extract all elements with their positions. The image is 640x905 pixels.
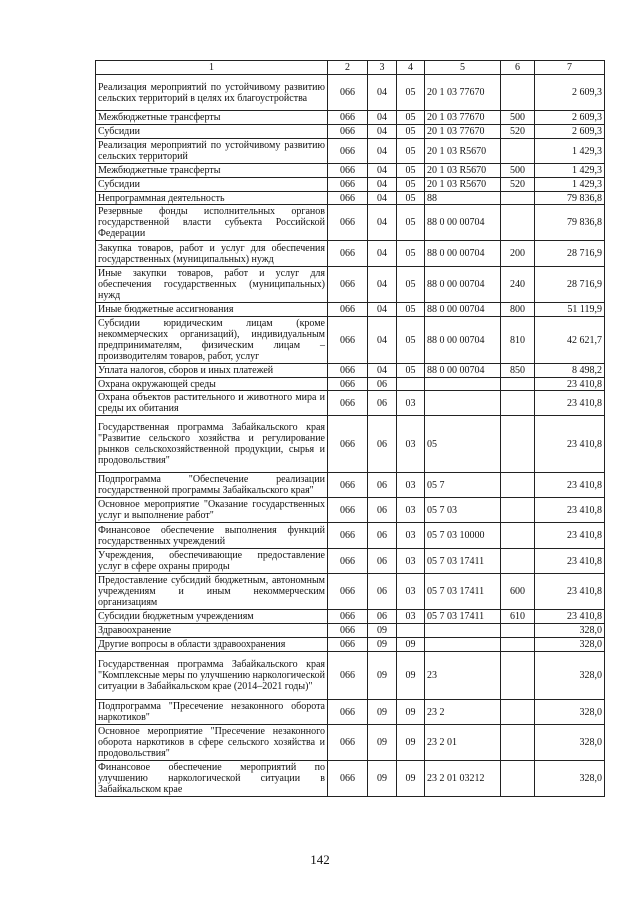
ved-cell: 066 [328,111,368,125]
rz-cell: 04 [368,303,397,317]
sum-cell: 328,0 [535,652,605,700]
ved-cell: 066 [328,700,368,725]
ved-cell: 066 [328,241,368,267]
sum-cell: 23 410,8 [535,549,605,574]
ved-cell: 066 [328,473,368,498]
pr-cell: 09 [397,638,425,652]
vr-cell [501,498,535,523]
header-cell: 4 [397,61,425,75]
sum-cell: 328,0 [535,725,605,761]
pr-cell: 05 [397,364,425,378]
rz-cell: 06 [368,391,397,416]
row-name-cell: Уплата налогов, сборов и иных платежей [96,364,328,378]
vr-cell: 810 [501,317,535,364]
table-row [96,303,605,317]
table-row [96,241,605,267]
table-row [96,700,605,725]
vr-cell [501,700,535,725]
sum-cell: 328,0 [535,761,605,797]
rz-cell: 09 [368,638,397,652]
csr-cell: 88 [425,192,501,205]
rz-cell: 06 [368,416,397,473]
ved-cell: 066 [328,125,368,139]
vr-cell [501,761,535,797]
page-number: 142 [310,852,330,867]
vr-cell [501,75,535,111]
csr-cell: 20 1 03 77670 [425,125,501,139]
sum-cell: 23 410,8 [535,498,605,523]
row-name-cell: Субсидии юридическим лицам (кроме некоммерческих организаций), индивидуальным предпринимателям, физическим лицам – производителям товаров, работ, услуг [96,317,328,364]
sum-cell: 79 836,8 [535,205,605,241]
sum-cell: 2 609,3 [535,125,605,139]
rz-cell: 06 [368,610,397,624]
csr-cell: 88 0 00 00704 [425,241,501,267]
table-row [96,205,605,241]
ved-cell: 066 [328,624,368,638]
row-name-cell: Государственная программа Забайкальского края "Комплексные меры по улучшению наркологической ситуации в Забайкальском крае (2014–2021 годы)" [96,652,328,700]
pr-cell: 09 [397,700,425,725]
table-row [96,416,605,473]
rz-cell: 06 [368,473,397,498]
ved-cell: 066 [328,192,368,205]
row-name-cell: Подпрограмма "Обеспечение реализации государственной программы Забайкальского края" [96,473,328,498]
row-name-cell: Субсидии [96,178,328,192]
csr-cell: 05 7 03 [425,498,501,523]
ved-cell: 066 [328,549,368,574]
csr-cell: 23 2 [425,700,501,725]
ved-cell: 066 [328,416,368,473]
pr-cell: 09 [397,725,425,761]
sum-cell: 328,0 [535,624,605,638]
ved-cell: 066 [328,725,368,761]
rz-cell: 04 [368,192,397,205]
row-name-cell: Иные бюджетные ассигнования [96,303,328,317]
row-name-cell: Государственная программа Забайкальского края "Развитие сельского хозяйства и регулирование рынков сельскохозяйственной продукции, сырья и продовольствия" [96,416,328,473]
csr-cell [425,378,501,391]
row-name-cell: Межбюджетные трансферты [96,111,328,125]
sum-cell: 2 609,3 [535,75,605,111]
sum-cell: 23 410,8 [535,610,605,624]
sum-cell: 23 410,8 [535,473,605,498]
pr-cell: 09 [397,652,425,700]
row-name-cell: Здравоохранение [96,624,328,638]
csr-cell: 05 7 [425,473,501,498]
ved-cell: 066 [328,523,368,549]
header-cell: 2 [328,61,368,75]
rz-cell: 04 [368,178,397,192]
vr-cell: 520 [501,125,535,139]
rz-cell: 09 [368,761,397,797]
row-name-cell: Реализация мероприятий по устойчивому развитию сельских территорий [96,139,328,164]
vr-cell: 500 [501,111,535,125]
row-name-cell: Охрана окружающей среды [96,378,328,391]
table-row [96,652,605,700]
ved-cell: 066 [328,638,368,652]
rz-cell: 06 [368,574,397,610]
ved-cell: 066 [328,498,368,523]
row-name-cell: Подпрограмма "Пресечение незаконного оборота наркотиков" [96,700,328,725]
csr-cell: 23 2 01 03212 [425,761,501,797]
row-name-cell: Учреждения, обеспечивающие предоставление услуг в сфере охраны природы [96,549,328,574]
sum-cell: 328,0 [535,700,605,725]
row-name-cell: Резервные фонды исполнительных органов государственной власти субъекта Российской Федерации [96,205,328,241]
sum-cell: 79 836,8 [535,192,605,205]
ved-cell: 066 [328,75,368,111]
csr-cell: 05 7 03 17411 [425,610,501,624]
table-row [96,192,605,205]
row-name-cell: Закупка товаров, работ и услуг для обеспечения государственных (муниципальных) нужд [96,241,328,267]
sum-cell: 1 429,3 [535,178,605,192]
rz-cell: 04 [368,111,397,125]
table-row [96,574,605,610]
table-row [96,624,605,638]
row-name-cell: Иные закупки товаров, работ и услуг для обеспечения государственных (муниципальных) нужд [96,267,328,303]
table-row [96,725,605,761]
pr-cell: 03 [397,391,425,416]
rz-cell: 09 [368,624,397,638]
pr-cell: 03 [397,523,425,549]
sum-cell: 8 498,2 [535,364,605,378]
rz-cell: 04 [368,317,397,364]
pr-cell: 05 [397,267,425,303]
csr-cell: 05 [425,416,501,473]
vr-cell: 800 [501,303,535,317]
vr-cell [501,378,535,391]
sum-cell: 328,0 [535,638,605,652]
sum-cell: 23 410,8 [535,574,605,610]
rz-cell: 09 [368,725,397,761]
pr-cell: 05 [397,303,425,317]
pr-cell: 05 [397,125,425,139]
sum-cell: 28 716,9 [535,241,605,267]
ved-cell: 066 [328,378,368,391]
table-row [96,317,605,364]
csr-cell: 20 1 03 R5670 [425,178,501,192]
ved-cell: 066 [328,391,368,416]
rz-cell: 04 [368,364,397,378]
csr-cell: 20 1 03 77670 [425,75,501,111]
pr-cell: 03 [397,498,425,523]
row-name-cell: Реализация мероприятий по устойчивому развитию сельских территорий в целях их благоустройства [96,75,328,111]
row-name-cell: Основное мероприятие "Оказание государственных услуг и выполнение работ" [96,498,328,523]
vr-cell [501,192,535,205]
sum-cell: 23 410,8 [535,378,605,391]
header-cell: 1 [96,61,328,75]
pr-cell: 05 [397,205,425,241]
table-row [96,139,605,164]
vr-cell [501,473,535,498]
ved-cell: 066 [328,610,368,624]
sum-cell: 28 716,9 [535,267,605,303]
sum-cell: 23 410,8 [535,391,605,416]
row-name-cell: Межбюджетные трансферты [96,164,328,178]
header-cell: 3 [368,61,397,75]
vr-cell [501,652,535,700]
table-row [96,267,605,303]
sum-cell: 2 609,3 [535,111,605,125]
vr-cell [501,205,535,241]
ved-cell: 066 [328,205,368,241]
ved-cell: 066 [328,164,368,178]
table-row [96,610,605,624]
pr-cell: 05 [397,317,425,364]
pr-cell: 09 [397,761,425,797]
table-row [96,473,605,498]
vr-cell: 520 [501,178,535,192]
vr-cell [501,416,535,473]
vr-cell [501,624,535,638]
vr-cell [501,725,535,761]
table-row [96,164,605,178]
csr-cell: 23 [425,652,501,700]
table-row [96,178,605,192]
rz-cell: 04 [368,267,397,303]
csr-cell: 05 7 03 10000 [425,523,501,549]
csr-cell [425,638,501,652]
pr-cell: 05 [397,241,425,267]
row-name-cell: Финансовое обеспечение мероприятий по улучшению наркологической ситуации в Забайкальском крае [96,761,328,797]
row-name-cell: Другие вопросы в области здравоохранения [96,638,328,652]
sum-cell: 1 429,3 [535,164,605,178]
budget-table [95,60,605,797]
row-name-cell: Охрана объектов растительного и животного мира и среды их обитания [96,391,328,416]
table-row [96,638,605,652]
csr-cell: 23 2 01 [425,725,501,761]
pr-cell: 05 [397,192,425,205]
sum-cell: 23 410,8 [535,523,605,549]
csr-cell: 88 0 00 00704 [425,317,501,364]
pr-cell: 03 [397,416,425,473]
pr-cell: 03 [397,549,425,574]
table-row [96,523,605,549]
sum-cell: 23 410,8 [535,416,605,473]
sum-cell: 42 621,7 [535,317,605,364]
table-row [96,498,605,523]
vr-cell: 240 [501,267,535,303]
pr-cell: 05 [397,111,425,125]
table-row [96,125,605,139]
rz-cell: 04 [368,241,397,267]
vr-cell: 600 [501,574,535,610]
csr-cell: 05 7 03 17411 [425,574,501,610]
pr-cell: 05 [397,75,425,111]
vr-cell [501,523,535,549]
rz-cell: 06 [368,498,397,523]
pr-cell [397,378,425,391]
csr-cell: 05 7 03 17411 [425,549,501,574]
csr-cell: 88 0 00 00704 [425,364,501,378]
ved-cell: 066 [328,761,368,797]
header-cell: 6 [501,61,535,75]
vr-cell [501,139,535,164]
ved-cell: 066 [328,652,368,700]
ved-cell: 066 [328,317,368,364]
pr-cell: 05 [397,139,425,164]
csr-cell: 88 0 00 00704 [425,267,501,303]
sum-cell: 51 119,9 [535,303,605,317]
pr-cell: 05 [397,164,425,178]
vr-cell: 610 [501,610,535,624]
row-name-cell: Основное мероприятие "Пресечение незаконного оборота наркотиков в сфере сельского хозяйства и продовольствия" [96,725,328,761]
vr-cell: 200 [501,241,535,267]
csr-cell: 20 1 03 R5670 [425,164,501,178]
table-row [96,391,605,416]
rz-cell: 06 [368,523,397,549]
row-name-cell: Субсидии бюджетным учреждениям [96,610,328,624]
rz-cell: 04 [368,125,397,139]
rz-cell: 04 [368,164,397,178]
csr-cell: 20 1 03 77670 [425,111,501,125]
rz-cell: 09 [368,700,397,725]
csr-cell: 20 1 03 R5670 [425,139,501,164]
table-row [96,111,605,125]
csr-cell [425,391,501,416]
header-row [96,61,605,75]
header-cell: 7 [535,61,605,75]
sum-cell: 1 429,3 [535,139,605,164]
table-row [96,549,605,574]
row-name-cell: Субсидии [96,125,328,139]
vr-cell: 850 [501,364,535,378]
vr-cell [501,549,535,574]
ved-cell: 066 [328,574,368,610]
vr-cell: 500 [501,164,535,178]
rz-cell: 04 [368,205,397,241]
rz-cell: 09 [368,652,397,700]
ved-cell: 066 [328,178,368,192]
rz-cell: 04 [368,75,397,111]
rz-cell: 06 [368,549,397,574]
vr-cell [501,391,535,416]
table-row [96,75,605,111]
pr-cell: 05 [397,178,425,192]
csr-cell: 88 0 00 00704 [425,303,501,317]
rz-cell: 04 [368,139,397,164]
csr-cell [425,624,501,638]
table-row [96,378,605,391]
header-cell: 5 [425,61,501,75]
ved-cell: 066 [328,303,368,317]
pr-cell: 03 [397,574,425,610]
table-row [96,364,605,378]
pr-cell: 03 [397,610,425,624]
pr-cell [397,624,425,638]
pr-cell: 03 [397,473,425,498]
rz-cell: 06 [368,378,397,391]
row-name-cell: Предоставление субсидий бюджетным, автономным учреждениям и иным некоммерческим организациям [96,574,328,610]
vr-cell [501,638,535,652]
ved-cell: 066 [328,139,368,164]
csr-cell: 88 0 00 00704 [425,205,501,241]
ved-cell: 066 [328,267,368,303]
row-name-cell: Непрограммная деятельность [96,192,328,205]
table-row [96,761,605,797]
ved-cell: 066 [328,364,368,378]
row-name-cell: Финансовое обеспечение выполнения функций государственных учреждений [96,523,328,549]
